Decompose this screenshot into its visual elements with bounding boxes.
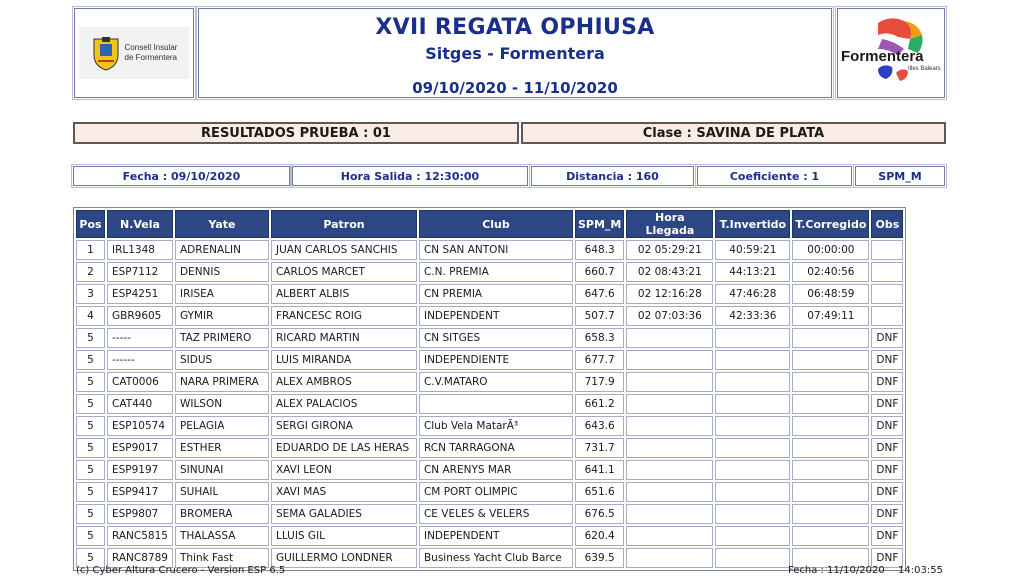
cell-club: CN SAN ANTONI — [419, 240, 573, 260]
cell-spm: 648.3 — [575, 240, 624, 260]
cell-spm: 658.3 — [575, 328, 624, 348]
cell-pos: 5 — [76, 394, 105, 414]
cell-yate: GYMIR — [175, 306, 269, 326]
info-hora-salida: Hora Salida : 12:30:00 — [292, 166, 528, 186]
cell-yate: Think Fast — [175, 548, 269, 568]
table-body — [76, 240, 903, 568]
cell-pos: 5 — [76, 372, 105, 392]
cell-t-invertido — [715, 350, 790, 370]
cell-pos: 1 — [76, 240, 105, 260]
page-title: XVII REGATA OPHIUSA — [375, 15, 655, 40]
cell-nvela: ESP7112 — [107, 262, 173, 282]
cell-yate: DENNIS — [175, 262, 269, 282]
cell-club: C.N. PREMIA — [419, 262, 573, 282]
cell-hora-llegada: 02 07:03:36 — [626, 306, 713, 326]
cell-patron: XAVI LEON — [271, 460, 417, 480]
footer-credit: (c) Cyber Altura Crucero - Version ESP 6.5 — [76, 565, 286, 576]
cell-t-invertido — [715, 460, 790, 480]
page-subtitle: Sitges - Formentera — [425, 44, 605, 63]
table-row — [76, 438, 903, 458]
table-row — [76, 262, 903, 282]
cell-obs: DNF — [871, 350, 903, 370]
cell-spm: 641.1 — [575, 460, 624, 480]
cell-obs: DNF — [871, 482, 903, 502]
cell-obs: DNF — [871, 460, 903, 480]
cell-hora-llegada — [626, 526, 713, 546]
cell-pos: 5 — [76, 504, 105, 524]
table-row — [76, 482, 903, 502]
table-row — [76, 504, 903, 524]
col-header-spm: SPM_M — [575, 210, 624, 238]
cell-t-invertido — [715, 438, 790, 458]
cell-spm: 647.6 — [575, 284, 624, 304]
cell-club: CN PREMIA — [419, 284, 573, 304]
cell-spm: 717.9 — [575, 372, 624, 392]
cell-hora-llegada — [626, 460, 713, 480]
cell-club: CN SITGES — [419, 328, 573, 348]
cell-pos: 4 — [76, 306, 105, 326]
table-row — [76, 372, 903, 392]
cell-t-invertido: 47:46:28 — [715, 284, 790, 304]
cell-spm: 676.5 — [575, 504, 624, 524]
cell-patron: FRANCESC ROIG — [271, 306, 417, 326]
cell-yate: PELAGIA — [175, 416, 269, 436]
results-clase: Clase : SAVINA DE PLATA — [521, 122, 946, 144]
cell-t-invertido — [715, 482, 790, 502]
table-row — [76, 306, 903, 326]
cell-t-corregido — [792, 394, 869, 414]
cell-spm: 731.7 — [575, 438, 624, 458]
cell-obs: DNF — [871, 416, 903, 436]
info-spm: SPM_M — [855, 166, 945, 186]
cell-patron: SERGI GIRONA — [271, 416, 417, 436]
cell-pos: 5 — [76, 438, 105, 458]
cell-club: Club Vela MatarÃ³ — [419, 416, 573, 436]
cell-nvela: ESP9807 — [107, 504, 173, 524]
cell-nvela: ESP9197 — [107, 460, 173, 480]
cell-nvela: ESP10574 — [107, 416, 173, 436]
cell-yate: WILSON — [175, 394, 269, 414]
cell-obs — [871, 306, 903, 326]
col-header-obs: Obs — [871, 210, 903, 238]
cell-spm: 620.4 — [575, 526, 624, 546]
cell-t-corregido: 07:49:11 — [792, 306, 869, 326]
cell-spm: 661.2 — [575, 394, 624, 414]
cell-spm: 660.7 — [575, 262, 624, 282]
table-row — [76, 394, 903, 414]
svg-text:Formentera: Formentera — [841, 48, 924, 65]
col-header-nvela: N.Vela — [107, 210, 173, 238]
cell-club: INDEPENDIENTE — [419, 350, 573, 370]
table-row — [76, 526, 903, 546]
cell-obs: DNF — [871, 504, 903, 524]
cell-yate: IRISEA — [175, 284, 269, 304]
title-panel — [198, 8, 832, 98]
info-coeficiente: Coeficiente : 1 — [697, 166, 852, 186]
cell-nvela: ESP9417 — [107, 482, 173, 502]
cell-t-corregido — [792, 504, 869, 524]
cell-spm: 651.6 — [575, 482, 624, 502]
cell-patron: ALEX AMBROS — [271, 372, 417, 392]
cell-t-invertido: 40:59:21 — [715, 240, 790, 260]
cell-t-corregido: 02:40:56 — [792, 262, 869, 282]
cell-pos: 3 — [76, 284, 105, 304]
cell-pos: 5 — [76, 548, 105, 568]
cell-obs — [871, 262, 903, 282]
cell-hora-llegada — [626, 438, 713, 458]
cell-t-corregido — [792, 526, 869, 546]
cell-club: Business Yacht Club Barce — [419, 548, 573, 568]
cell-obs: DNF — [871, 372, 903, 392]
svg-text:Illes Balears: Illes Balears — [908, 66, 941, 72]
results-prueba: RESULTADOS PRUEBA : 01 — [73, 122, 519, 144]
consell-logo-badge — [79, 27, 189, 79]
cell-yate: BROMERA — [175, 504, 269, 524]
cell-t-corregido — [792, 328, 869, 348]
cell-t-invertido — [715, 328, 790, 348]
cell-t-invertido: 44:13:21 — [715, 262, 790, 282]
cell-nvela: GBR9605 — [107, 306, 173, 326]
cell-t-corregido — [792, 438, 869, 458]
cell-club: INDEPENDENT — [419, 306, 573, 326]
cell-patron: LLUIS GIL — [271, 526, 417, 546]
cell-pos: 5 — [76, 328, 105, 348]
cell-hora-llegada — [626, 416, 713, 436]
cell-obs: DNF — [871, 438, 903, 458]
cell-t-corregido — [792, 350, 869, 370]
col-header-club: Club — [419, 210, 573, 238]
cell-obs: DNF — [871, 394, 903, 414]
cell-patron: RICARD MARTIN — [271, 328, 417, 348]
cell-nvela: ----- — [107, 328, 173, 348]
cell-hora-llegada: 02 08:43:21 — [626, 262, 713, 282]
cell-pos: 5 — [76, 526, 105, 546]
table-row — [76, 328, 903, 348]
table-row — [76, 284, 903, 304]
table-row — [76, 460, 903, 480]
cell-club: RCN TARRAGONA — [419, 438, 573, 458]
cell-nvela: IRL1348 — [107, 240, 173, 260]
cell-nvela: RANC8789 — [107, 548, 173, 568]
cell-club: CM PORT OLIMPIC — [419, 482, 573, 502]
cell-patron: CARLOS MARCET — [271, 262, 417, 282]
cell-spm: 507.7 — [575, 306, 624, 326]
cell-yate: ESTHER — [175, 438, 269, 458]
results-table — [73, 207, 906, 571]
col-header-patron: Patron — [271, 210, 417, 238]
cell-patron: SEMA GALADIES — [271, 504, 417, 524]
formentera-map-icon — [838, 9, 944, 97]
cell-yate: ADRENALIN — [175, 240, 269, 260]
footer-fecha: Fecha : 11/10/2020 — [788, 565, 885, 576]
cell-yate: SINUNAI — [175, 460, 269, 480]
cell-patron: XAVI MAS — [271, 482, 417, 502]
info-fecha: Fecha : 09/10/2020 — [73, 166, 290, 186]
cell-t-corregido: 00:00:00 — [792, 240, 869, 260]
cell-spm: 643.6 — [575, 416, 624, 436]
cell-club: C.V.MATARO — [419, 372, 573, 392]
cell-t-corregido — [792, 482, 869, 502]
col-header-hora-llegada: Hora Llegada — [626, 210, 713, 238]
table-row — [76, 240, 903, 260]
cell-nvela: CAT440 — [107, 394, 173, 414]
cell-pos: 2 — [76, 262, 105, 282]
cell-t-invertido — [715, 416, 790, 436]
event-dates: 09/10/2020 - 11/10/2020 — [412, 79, 618, 97]
cell-hora-llegada — [626, 372, 713, 392]
cell-pos: 5 — [76, 416, 105, 436]
cell-hora-llegada: 02 05:29:21 — [626, 240, 713, 260]
consell-logo-text: Consell Insular de Formentera — [124, 43, 178, 62]
cell-t-invertido — [715, 394, 790, 414]
cell-nvela: ------ — [107, 350, 173, 370]
cell-t-invertido — [715, 526, 790, 546]
cell-yate: SIDUS — [175, 350, 269, 370]
cell-t-corregido — [792, 460, 869, 480]
cell-hora-llegada: 02 12:16:28 — [626, 284, 713, 304]
table-row — [76, 350, 903, 370]
cell-club: INDEPENDENT — [419, 526, 573, 546]
cell-yate: NARA PRIMERA — [175, 372, 269, 392]
cell-hora-llegada — [626, 504, 713, 524]
table-header-row — [76, 210, 903, 238]
cell-obs — [871, 240, 903, 260]
cell-pos: 5 — [76, 460, 105, 480]
cell-patron: LUIS MIRANDA — [271, 350, 417, 370]
formentera-logo — [837, 8, 945, 98]
cell-yate: TAZ PRIMERO — [175, 328, 269, 348]
cell-spm: 677.7 — [575, 350, 624, 370]
cell-hora-llegada — [626, 350, 713, 370]
consell-insular-logo — [74, 8, 194, 98]
cell-t-invertido — [715, 504, 790, 524]
cell-obs: DNF — [871, 526, 903, 546]
cell-t-corregido — [792, 372, 869, 392]
cell-pos: 5 — [76, 350, 105, 370]
cell-patron: ALBERT ALBIS — [271, 284, 417, 304]
cell-club: CN ARENYS MAR — [419, 460, 573, 480]
col-header-t-invertido: T.Invertido — [715, 210, 790, 238]
cell-hora-llegada — [626, 394, 713, 414]
cell-obs: DNF — [871, 548, 903, 568]
cell-obs — [871, 284, 903, 304]
cell-nvela: ESP9017 — [107, 438, 173, 458]
cell-hora-llegada — [626, 548, 713, 568]
cell-patron: EDUARDO DE LAS HERAS — [271, 438, 417, 458]
col-header-yate: Yate — [175, 210, 269, 238]
cell-club: CE VELES & VELERS — [419, 504, 573, 524]
cell-yate: THALASSA — [175, 526, 269, 546]
cell-hora-llegada — [626, 328, 713, 348]
cell-pos: 5 — [76, 482, 105, 502]
cell-t-invertido: 42:33:36 — [715, 306, 790, 326]
cell-t-invertido — [715, 548, 790, 568]
cell-t-corregido — [792, 416, 869, 436]
cell-yate: SUHAIL — [175, 482, 269, 502]
cell-obs: DNF — [871, 328, 903, 348]
footer-time: 14:03:55 — [898, 565, 943, 576]
cell-club — [419, 394, 573, 414]
col-header-t-corregido: T.Corregido — [792, 210, 869, 238]
table-row — [76, 416, 903, 436]
cell-nvela: ESP4251 — [107, 284, 173, 304]
cell-t-corregido: 06:48:59 — [792, 284, 869, 304]
cell-patron: GUILLERMO LONDNER — [271, 548, 417, 568]
info-distancia: Distancia : 160 — [531, 166, 694, 186]
cell-patron: JUAN CARLOS SANCHIS — [271, 240, 417, 260]
cell-nvela: CAT0006 — [107, 372, 173, 392]
coat-of-arms-icon — [91, 35, 121, 71]
cell-hora-llegada — [626, 482, 713, 502]
col-header-pos: Pos — [76, 210, 105, 238]
cell-patron: ALEX PALACIOS — [271, 394, 417, 414]
cell-spm: 639.5 — [575, 548, 624, 568]
cell-t-invertido — [715, 372, 790, 392]
cell-nvela: RANC5815 — [107, 526, 173, 546]
